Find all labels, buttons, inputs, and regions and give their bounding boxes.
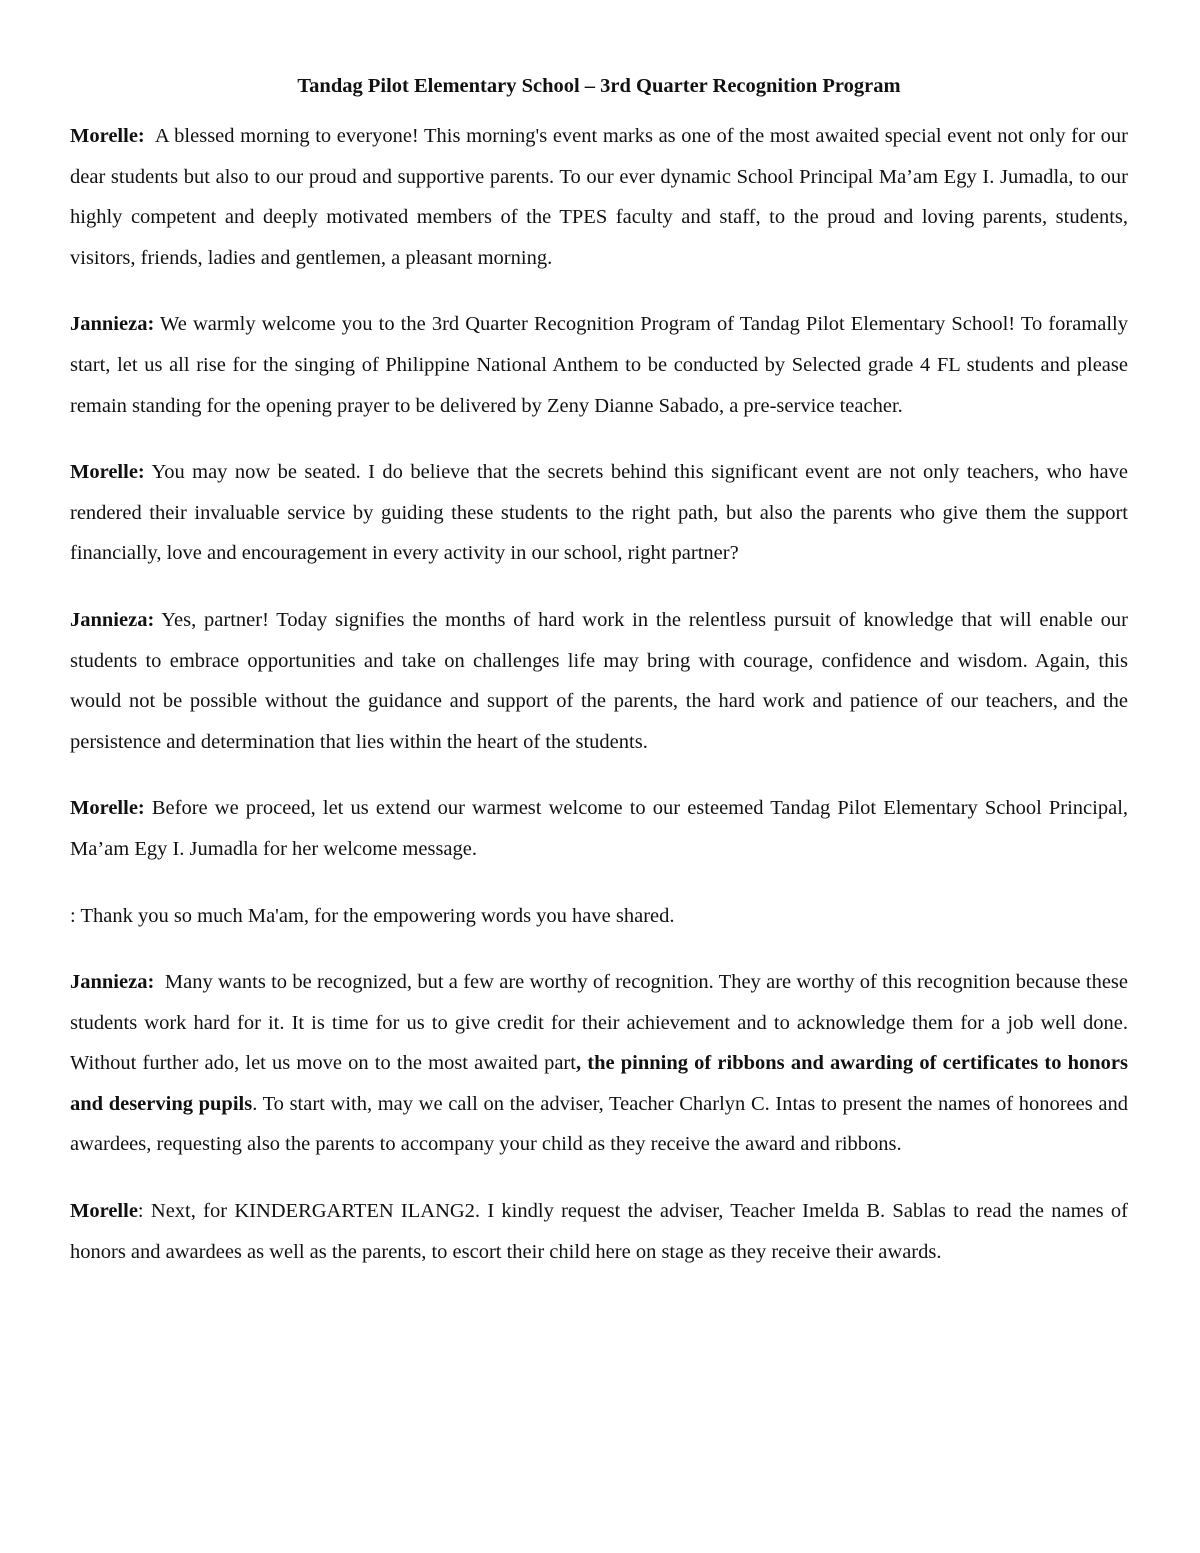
document-title: Tandag Pilot Elementary School – 3rd Quarter Recognition Program	[297, 75, 901, 97]
paragraph-text: You may now be seated. I do believe that the secrets behind this significant event are not only teachers, who have rendered their invaluable service by guiding these students to the right path, but also the parents who give them the support financially, love and encouragement in every activity in our school, right partner?	[70, 461, 1128, 565]
speaker-label: Jannieza:	[70, 608, 155, 631]
paragraph-3	[70, 452, 1128, 574]
paragraph-7	[70, 962, 1128, 1165]
speaker-label: Jannieza:	[70, 313, 155, 336]
paragraph-text: : Thank you so much Ma'am, for the empowering words you have shared.	[70, 904, 675, 927]
speaker-label: Morelle:	[70, 461, 145, 484]
speaker-label: Morelle	[70, 1200, 138, 1223]
speaker-label: Jannieza:	[70, 971, 155, 994]
paragraph-5	[70, 788, 1128, 869]
paragraph-text: Many wants to be recognized, but a few are worthy of recognition. They are worthy of this recognition because these students work hard for it. It is time for us to give credit for their achievement and to acknowledge them for a job well done. Without further ado, let us move on to the most awaited part	[70, 971, 1128, 1075]
speaker-label: Morelle:	[70, 797, 145, 820]
paragraph-text: We warmly welcome you to the 3rd Quarter Recognition Program of Tandag Pilot Elementary School! To foramally start, let us all rise for the singing of Philippine National Anthem to be conducted by Selected grade 4 FL students and please remain standing for the opening prayer to be delivered by Zeny Dianne Sabado, a pre-service teacher.	[70, 313, 1128, 417]
paragraph-text: A blessed morning to everyone! This morning's event marks as one of the most awaited special event not only for our dear students but also to our proud and supportive parents. To our ever dynamic School Principal Ma’am Egy I. Jumadla, to our highly competent and deeply motivated members of the TPES faculty and staff, to the proud and loving parents, students, visitors, friends, ladies and gentlemen, a pleasant morning.	[70, 125, 1128, 269]
paragraph-1	[70, 116, 1128, 278]
paragraph-text: : Next, for KINDERGARTEN ILANG2. I kindly request the adviser, Teacher Imelda B. Sablas to read the names of honors and awardees as well as the parents, to escort their child here on stage as they receive their awards.	[70, 1200, 1128, 1263]
paragraph-8	[70, 1191, 1128, 1272]
paragraph-2	[70, 304, 1128, 426]
paragraph-4	[70, 600, 1128, 762]
paragraph-6	[70, 896, 1128, 937]
speaker-label: Morelle:	[70, 125, 145, 147]
paragraph-text: . To start with, may we call on the adviser, Teacher Charlyn C. Intas to present the names of honorees and awardees, requesting also the parents to accompany your child as they receive the award and ribbons.	[70, 1092, 1128, 1156]
document-page	[70, 72, 1128, 1298]
paragraph-bold-text: , the pinning of ribbons and awarding of certificates to honors and deserving pupils	[70, 1052, 1128, 1115]
paragraph-text: Before we proceed, let us extend our warmest welcome to our esteemed Tandag Pilot Elementary School Principal, Ma’am Egy I. Jumadla for her welcome message.	[70, 797, 1129, 860]
paragraph-text: Yes, partner! Today signifies the months of hard work in the relentless pursuit of knowledge that will enable our students to embrace opportunities and take on challenges life may bring with courage, confidence and wisdom. Again, this would not be possible without the guidance and support of the parents, the hard work and patience of our teachers, and the persistence and determination that lies within the heart of the students.	[70, 608, 1128, 753]
